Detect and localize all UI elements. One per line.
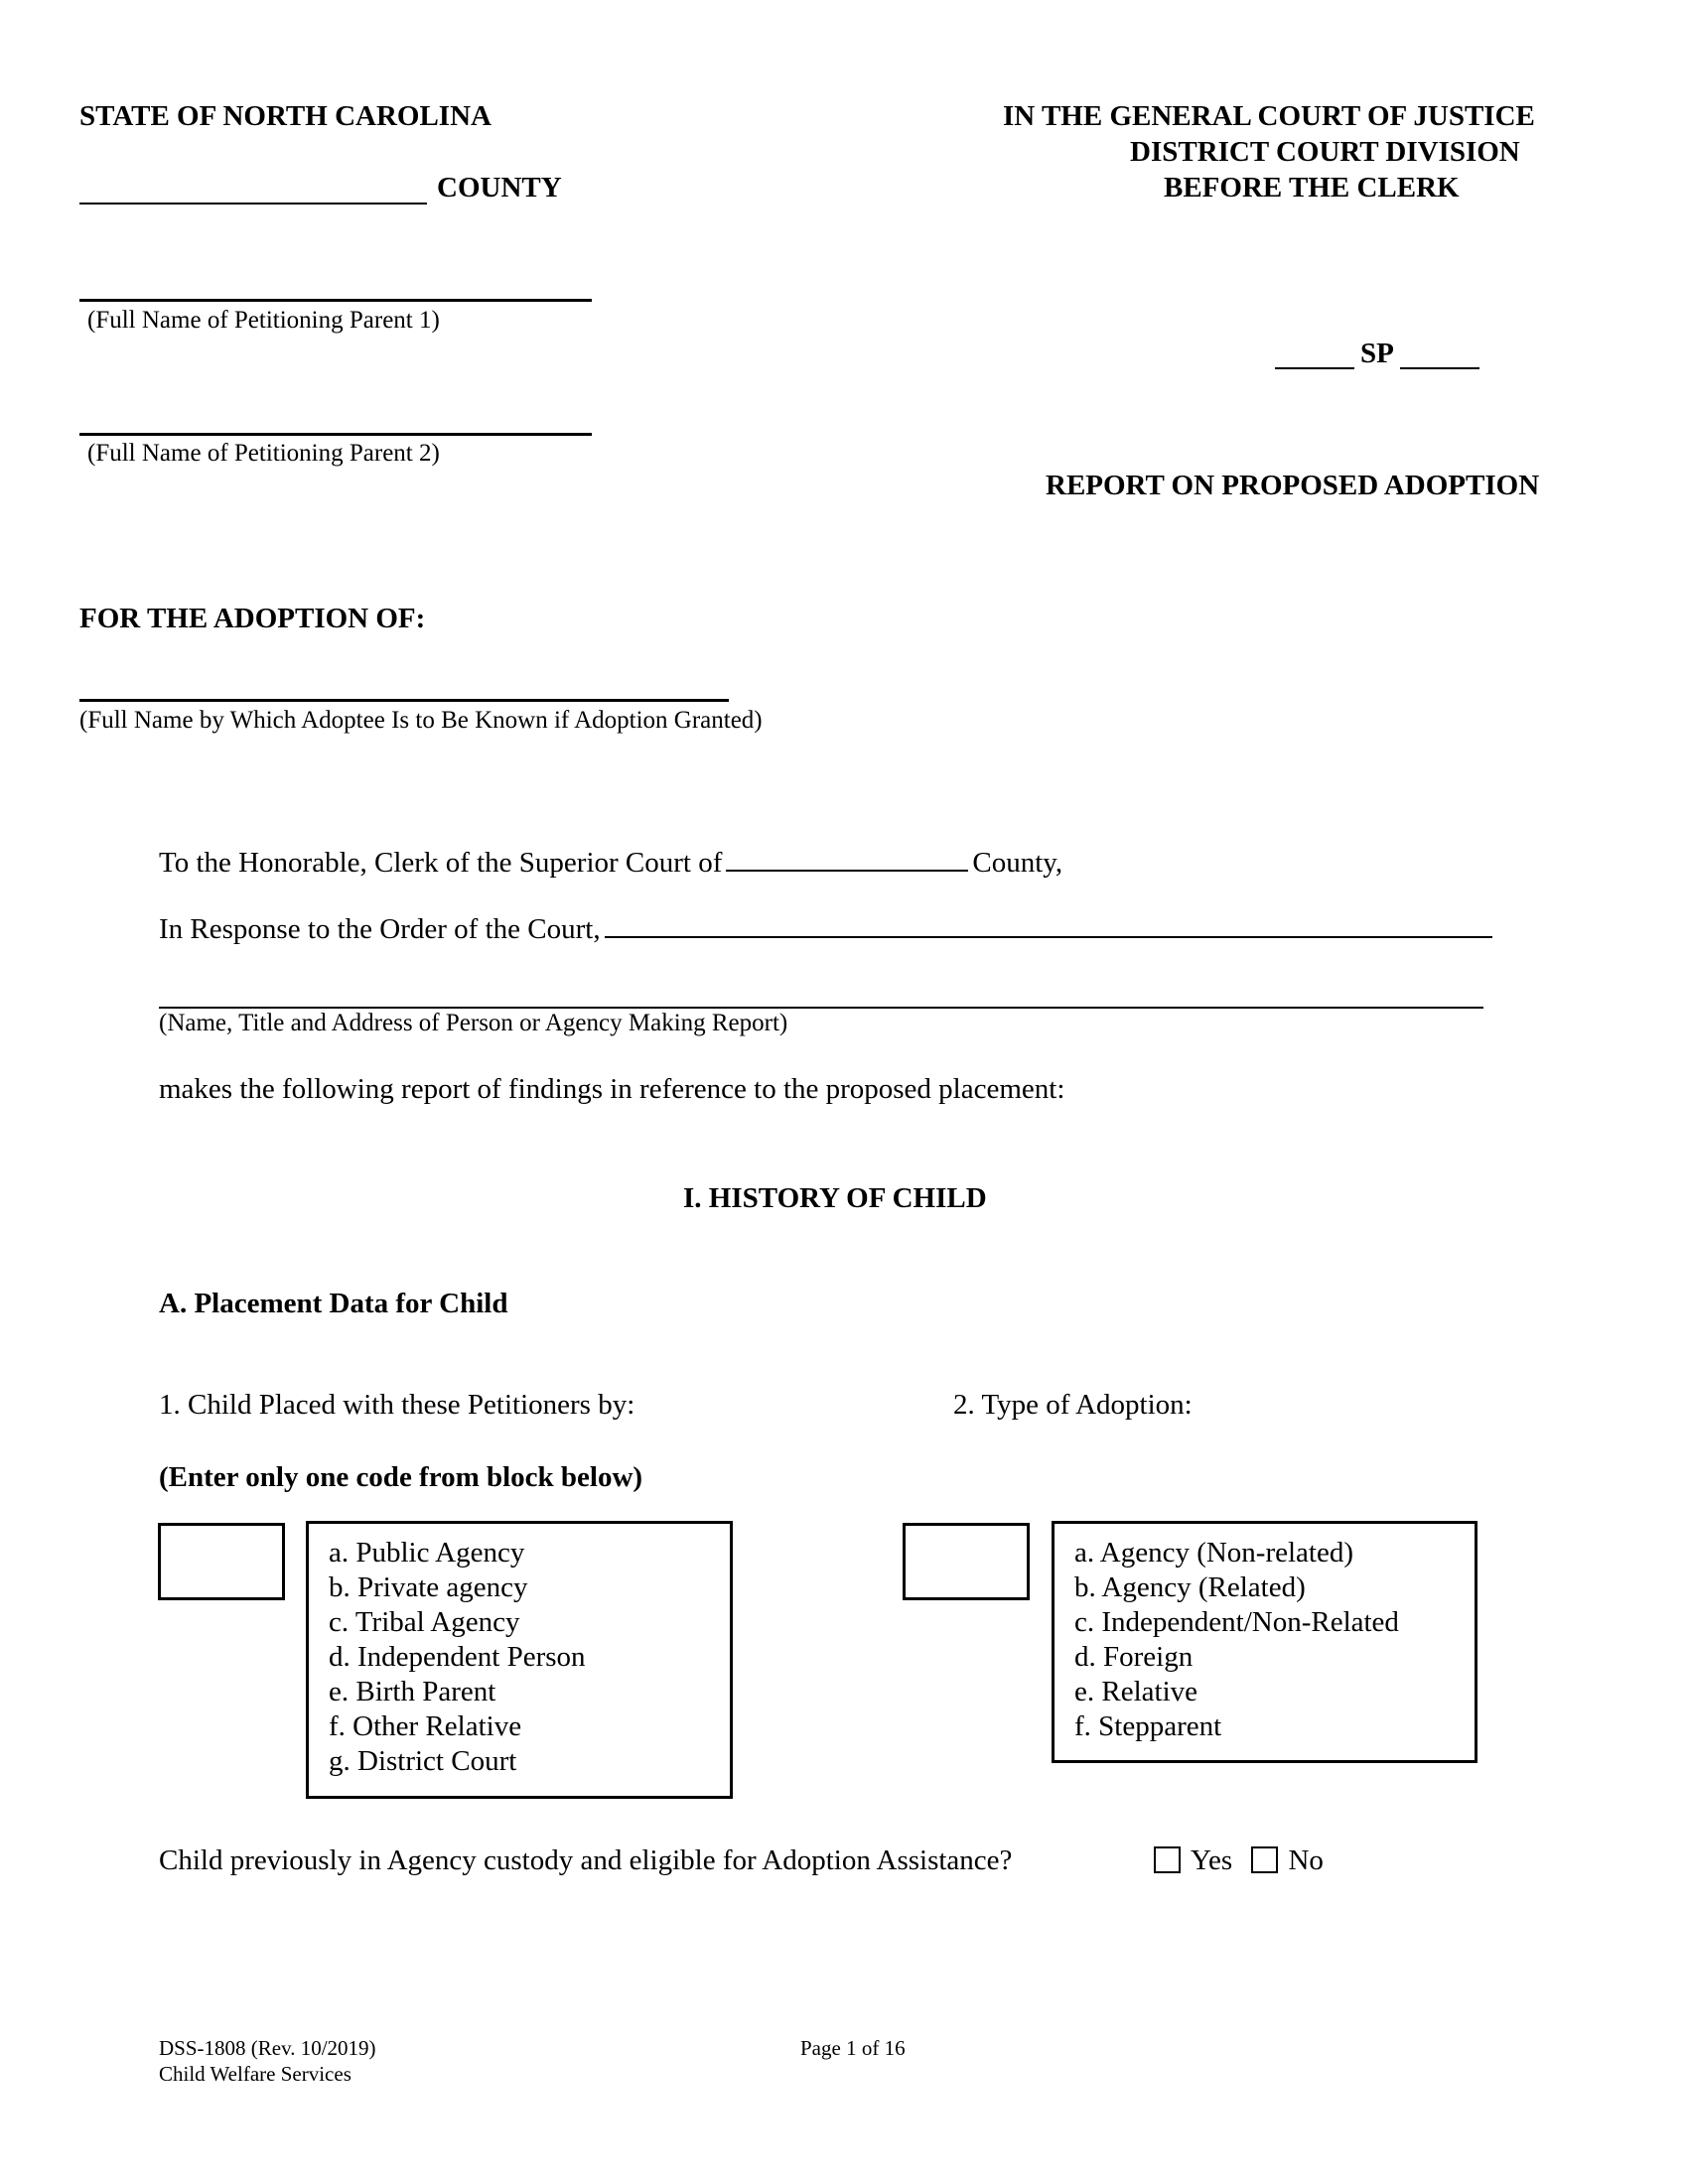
findings-statement: makes the following report of findings in reference to the proposed placement: — [159, 1073, 1065, 1105]
reporter-info-field[interactable] — [159, 1007, 1483, 1009]
question-placed-by: 1. Child Placed with these Petitioners by: — [159, 1389, 635, 1421]
assistance-options — [1154, 1844, 1324, 1877]
adoption-type-option: e. Relative — [1074, 1676, 1198, 1707]
adoption-type-option: b. Agency (Related) — [1074, 1571, 1306, 1603]
placed-by-option: d. Independent Person — [329, 1641, 586, 1673]
subsection-title: A. Placement Data for Child — [159, 1288, 508, 1319]
placed-by-option: c. Tribal Agency — [329, 1606, 520, 1638]
section-title: I. HISTORY OF CHILD — [683, 1182, 987, 1214]
order-response-line — [159, 908, 1496, 946]
adoption-type-option: a. Agency (Non-related) — [1074, 1537, 1354, 1569]
document-title: REPORT ON PROPOSED ADOPTION — [1046, 470, 1540, 501]
county-name-field[interactable] — [79, 203, 427, 205]
clerk-address-suffix: County, — [972, 847, 1063, 879]
adoption-type-code-input[interactable] — [903, 1523, 1030, 1600]
parent2-name-field[interactable] — [79, 433, 592, 436]
department: Child Welfare Services — [159, 2062, 352, 2086]
adoption-type-options-block — [1052, 1521, 1477, 1763]
code-instruction: (Enter only one code from block below) — [159, 1461, 643, 1493]
placed-by-code-input[interactable] — [158, 1523, 285, 1600]
adoptee-name-field[interactable] — [79, 699, 729, 702]
parent1-caption: (Full Name of Petitioning Parent 1) — [87, 307, 440, 334]
clerk-address-line — [159, 842, 1062, 880]
court-heading-line2: DISTRICT COURT DIVISION — [1130, 136, 1520, 168]
file-code-label: SP — [1360, 338, 1394, 369]
form-id: DSS-1808 (Rev. 10/2019) — [159, 2036, 376, 2060]
parent2-caption: (Full Name of Petitioning Parent 2) — [87, 440, 440, 467]
county-label: COUNTY — [437, 172, 562, 204]
no-label: No — [1288, 1844, 1324, 1876]
page-number: Page 1 of 16 — [800, 2036, 906, 2060]
reporter-caption: (Name, Title and Address of Person or Agency Making Report) — [159, 1010, 788, 1036]
placed-by-option: f. Other Relative — [329, 1710, 522, 1742]
yes-checkbox[interactable] — [1154, 1846, 1181, 1873]
no-checkbox[interactable] — [1251, 1846, 1278, 1873]
yes-label: Yes — [1191, 1844, 1233, 1876]
file-number-prefix-field[interactable] — [1275, 367, 1354, 369]
placed-by-option: a. Public Agency — [329, 1537, 525, 1569]
placed-by-option: b. Private agency — [329, 1571, 528, 1603]
order-response-field[interactable] — [605, 908, 1492, 938]
placed-by-options-block — [306, 1521, 733, 1799]
court-heading-line1: IN THE GENERAL COURT OF JUSTICE — [1003, 100, 1535, 132]
adoption-of-heading: FOR THE ADOPTION OF: — [79, 603, 426, 634]
question-adoption-type: 2. Type of Adoption: — [953, 1389, 1193, 1421]
file-number-suffix-field[interactable] — [1400, 367, 1479, 369]
adoption-type-option: d. Foreign — [1074, 1641, 1194, 1673]
adoption-type-option: f. Stepparent — [1074, 1710, 1222, 1742]
clerk-county-field[interactable] — [726, 842, 968, 872]
adoptee-caption: (Full Name by Which Adoptee Is to Be Known if Adoption Granted) — [79, 707, 763, 734]
parent1-name-field[interactable] — [79, 299, 592, 302]
assistance-question: Child previously in Agency custody and eligible for Adoption Assistance? — [159, 1844, 1013, 1876]
clerk-address-prefix: To the Honorable, Clerk of the Superior Court of — [159, 847, 723, 879]
order-response-text: In Response to the Order of the Court, — [159, 913, 601, 945]
state-heading: STATE OF NORTH CAROLINA — [79, 100, 492, 132]
placed-by-option: e. Birth Parent — [329, 1676, 496, 1707]
court-heading-line3: BEFORE THE CLERK — [1164, 172, 1460, 204]
adoption-type-option: c. Independent/Non-Related — [1074, 1606, 1399, 1638]
placed-by-option: g. District Court — [329, 1745, 517, 1777]
